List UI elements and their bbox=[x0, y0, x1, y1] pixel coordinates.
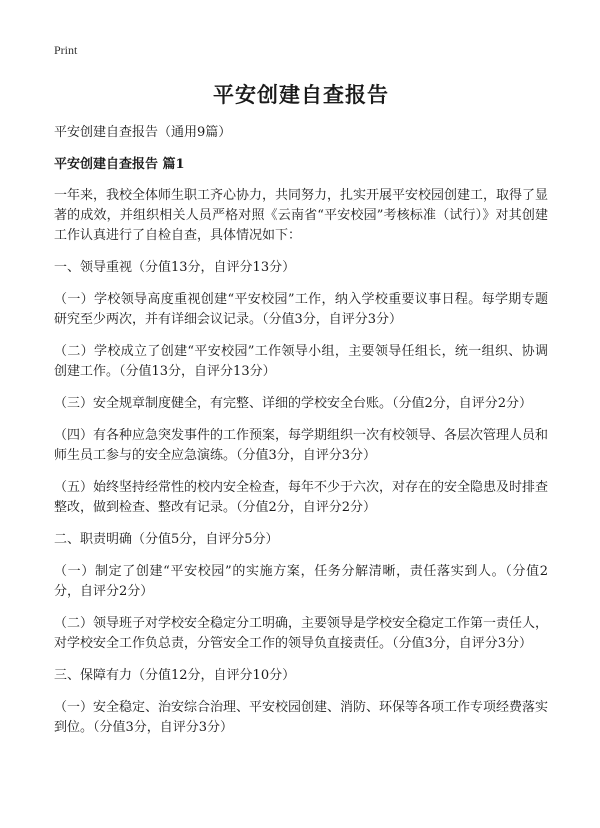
paragraph-leadership-1: （一）学校领导高度重视创建“平安校园”工作，纳入学校重要议事日程。每学期专题研究至少两次，并有详细会议记录。（分值3分，自评分3分） bbox=[54, 292, 548, 327]
intro-paragraph: 一年来，我校全体师生职工齐心协力，共同努力，扎实开展平安校园创建工，取得了显著的成效，并组织相关人员严格对照《云南省“平安校园”考核标准（试行）》对其创建工作认真进行了自检自查，具体情况如下： bbox=[54, 188, 549, 243]
paragraph-responsibility-1: （一）制定了创建“平安校园”的实施方案，任务分解清晰，责任落实到人。（分值2分，自评分2分） bbox=[54, 564, 548, 599]
section-heading: 平安创建自查报告 篇1 bbox=[54, 157, 185, 172]
paragraph-leadership-2: （二）学校成立了创建“平安校园”工作领导小组，主要领导任组长，统一组织、协调创建工作。（分值13分，自评分13分） bbox=[54, 344, 548, 379]
paragraph-leadership-4: （四）有各种应急突发事件的工作预案，每学期组织一次有校领导、各层次管理人员和师生员工参与的安全应急演练。（分值3分，自评分3分） bbox=[54, 428, 549, 463]
paragraph-guarantee-1: （一）安全稳定、治安综合治理、平安校园创建、消防、环保等各项工作专项经费落实到位。（分值3分，自评分3分） bbox=[54, 700, 549, 735]
heading-responsibility: 二、职责明确（分值5分，自评分5分） bbox=[54, 532, 279, 547]
heading-guarantee: 三、保障有力（分值12分，自评分10分） bbox=[54, 668, 296, 683]
heading-leadership: 一、领导重视（分值13分，自评分13分） bbox=[54, 260, 296, 275]
paragraph-leadership-3: （三）安全规章制度健全，有完整、详细的学校安全台账。（分值2分，自评分2分） bbox=[54, 396, 533, 411]
print-link[interactable]: Print bbox=[54, 43, 78, 57]
paragraph-leadership-5: （五）始终坚持经常性的校内安全检查，每年不少于六次，对存在的安全隐患及时排查整改，做到检查、整改有记录。（分值2分，自评分2分） bbox=[54, 480, 549, 515]
document-subtitle: 平安创建自查报告（通用9篇） bbox=[54, 125, 232, 140]
paragraph-responsibility-2: （二）领导班子对学校安全稳定分工明确，主要领导是学校安全稳定工作第一责任人，对学校安全工作负总责，分管安全工作的领导负直接责任。（分值3分，自评分3分） bbox=[54, 616, 549, 651]
document-title: 平安创建自查报告 bbox=[213, 82, 389, 107]
